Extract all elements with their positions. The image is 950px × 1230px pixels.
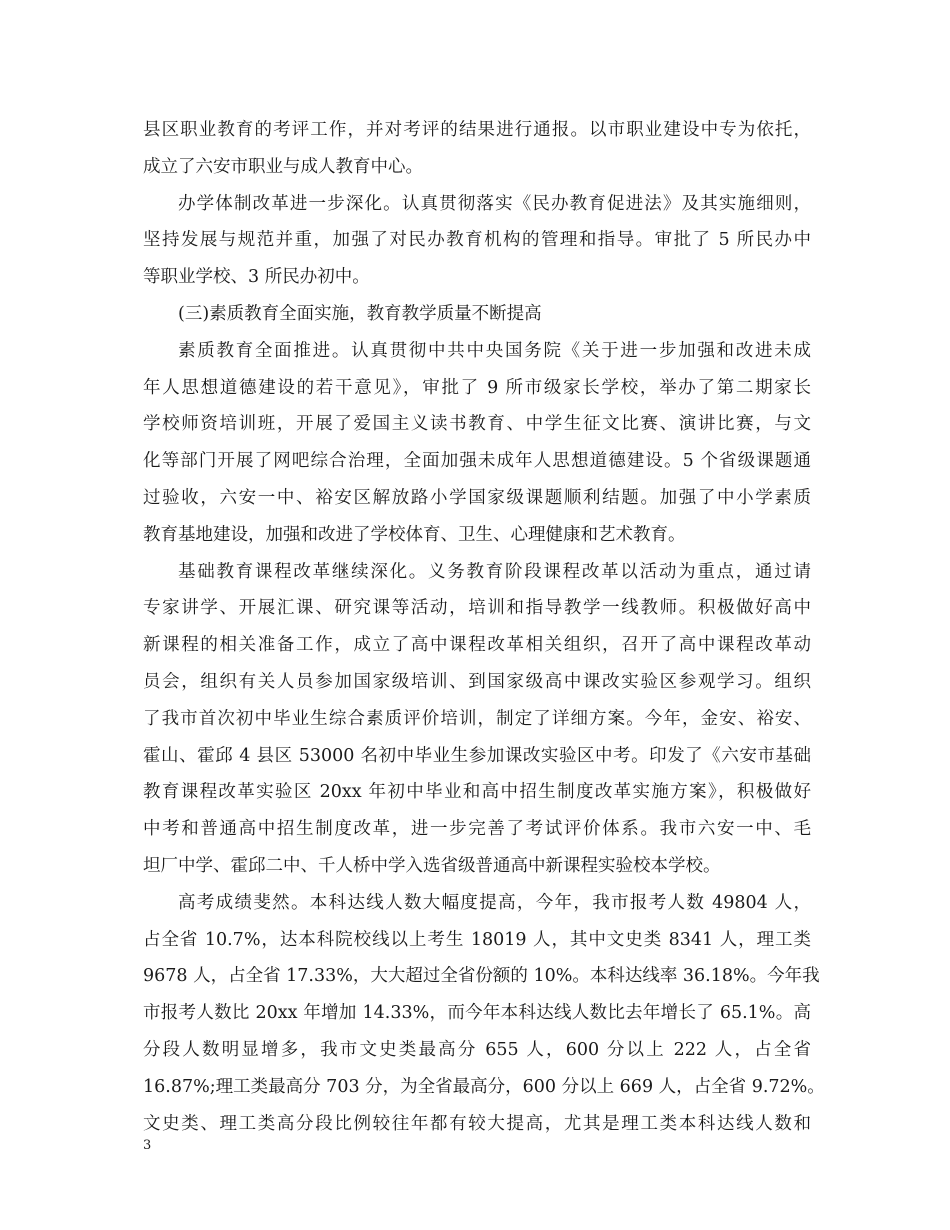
paragraph-start-line: 办学体制改革进一步深化。认真贯彻落实《民办教育促进法》及其实施细则， (178, 193, 811, 214)
text-line: 专家讲学、开展汇课、研究课等活动，培训和指导教学一线教师。积极做好高中 (143, 598, 811, 619)
body-text (143, 112, 825, 1142)
text-line: 中考和普通高中招生制度改革，进一步完善了考试评价体系。我市六安一中、毛 (143, 819, 811, 840)
text-line: 成立了六安市职业与成人教育中心。 (143, 156, 423, 177)
text-line: 市报考人数比 20xx 年增加 14.33%，而今年本科达线人数比去年增长了 65.1%。高 (143, 1003, 811, 1024)
text-line: 16.87%;理工类最高分 703 分，为全省最高分，600 分以上 669 人，占全省 9.72%。 (143, 1076, 825, 1097)
text-line: 化等部门开展了网吧综合治理，全面加强未成年人思想道德建设。5 个省级课题通 (143, 451, 811, 472)
text-line: 文史类、理工类高分段比例较往年都有较大提高，尤其是理工类本科达线人数和 (143, 1113, 811, 1134)
text-line: 教育基地建设，加强和改进了学校体育、卫生、心理健康和艺术教育。 (143, 524, 686, 545)
paragraph-start-line: 基础教育课程改革继续深化。义务教育阶段课程改革以活动为重点，通过请 (178, 561, 811, 582)
text-line: 县区职业教育的考评工作，并对考评的结果进行通报。以市职业建设中专为依托， (143, 120, 811, 140)
paragraph-start-line: 高考成绩斐然。本科达线人数大幅度提高，今年，我市报考人数 49804 人， (178, 892, 811, 913)
text-line: 等职业学校、3 所民办初中。 (143, 267, 370, 288)
page-number: 3 (143, 1138, 152, 1153)
paragraph-start-line: 素质教育全面推进。认真贯彻中共中央国务院《关于进一步加强和改进未成 (178, 340, 811, 361)
text-line: 坦厂中学、霍邱二中、千人桥中学入选省级普通高中新课程实验校本学校。 (143, 855, 721, 876)
text-line: 新课程的相关准备工作，成立了高中课程改革相关组织，召开了高中课程改革动 (143, 635, 811, 656)
text-line: 学校师资培训班，开展了爱国主义读书教育、中学生征文比赛、演讲比赛，与文 (143, 414, 811, 435)
text-line: 年人思想道德建设的若干意见》，审批了 9 所市级家长学校，举办了第二期家长 (143, 377, 811, 398)
text-line: 教育课程改革实验区 20xx 年初中毕业和高中招生制度改革实施方案》，积极做好 (143, 782, 811, 803)
text-line: 9678 人，占全省 17.33%，大大超过全省份额的 10%。本科达线率 36.18%。今年我 (143, 966, 820, 987)
text-line: 过验收，六安一中、裕安区解放路小学国家级课题顺利结题。加强了中小学素质 (143, 487, 811, 508)
text-line: 占全省 10.7%，达本科院校线以上考生 18019 人，其中文史类 8341 人，理工类 (143, 929, 811, 950)
text-line: 分段人数明显增多，我市文史类最高分 655 人，600 分以上 222 人，占全省 (143, 1039, 811, 1060)
section-heading: (三)素质教育全面实施，教育教学质量不断提高 (178, 303, 542, 324)
text-line: 霍山、霍邱 4 县区 53000 名初中毕业生参加课改实验区中考。印发了《六安市基础 (143, 745, 811, 766)
text-line: 了我市首次初中毕业生综合素质评价培训，制定了详细方案。今年，金安、裕安、 (143, 708, 811, 729)
text-line: 坚持发展与规范并重，加强了对民办教育机构的管理和指导。审批了 5 所民办中 (143, 230, 811, 251)
text-line: 员会，组织有关人员参加国家级培训、到国家级高中课改实验区参观学习。组织 (143, 671, 811, 692)
